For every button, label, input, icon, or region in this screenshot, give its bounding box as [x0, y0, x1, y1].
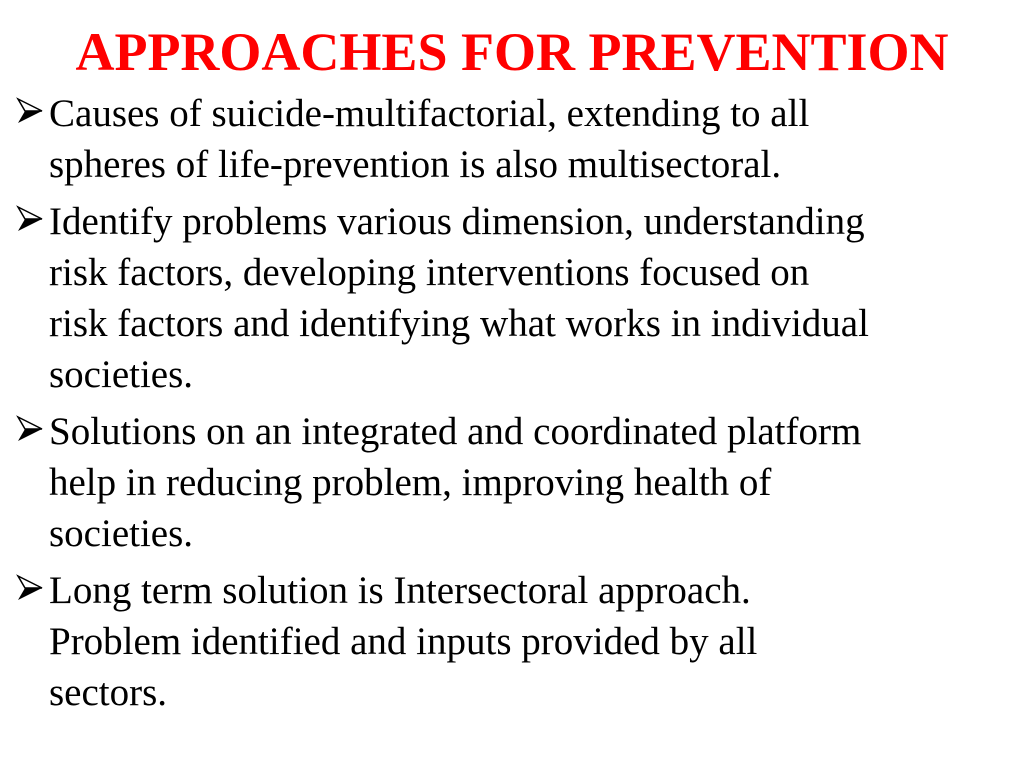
- bullet-line: Solutions on an integrated and coordinated platform: [49, 410, 862, 453]
- bullet-line: societies.: [49, 353, 194, 396]
- bullet-list: [14, 88, 1014, 724]
- bullet-line: risk factors, developing interventions focused on: [49, 251, 810, 294]
- bullet-line: Causes of suicide-multifactorial, extending to all: [49, 92, 810, 135]
- bullet-line: sectors.: [49, 671, 168, 714]
- bullet-line: spheres of life-prevention is also multisectoral.: [49, 143, 782, 186]
- bullet-line: Problem identified and inputs provided by all: [49, 620, 758, 663]
- bullet-line: help in reducing problem, improving health of: [49, 461, 772, 504]
- slide-title: APPROACHES FOR PREVENTION: [75, 22, 949, 82]
- arrowhead-bullet-icon: [16, 415, 44, 443]
- bullet-item: [14, 88, 1014, 190]
- bullet-line: societies.: [49, 512, 194, 555]
- arrowhead-bullet-icon: [16, 205, 44, 233]
- bullet-item: [14, 565, 1014, 718]
- bullet-item: [14, 196, 1014, 400]
- bullet-line: risk factors and identifying what works in individual: [49, 302, 869, 345]
- bullet-item: [14, 406, 1014, 559]
- arrowhead-bullet-icon: [16, 97, 44, 125]
- bullet-line: Long term solution is Intersectoral approach.: [49, 569, 751, 612]
- bullet-line: Identify problems various dimension, understanding: [49, 200, 865, 243]
- arrowhead-bullet-icon: [16, 574, 44, 602]
